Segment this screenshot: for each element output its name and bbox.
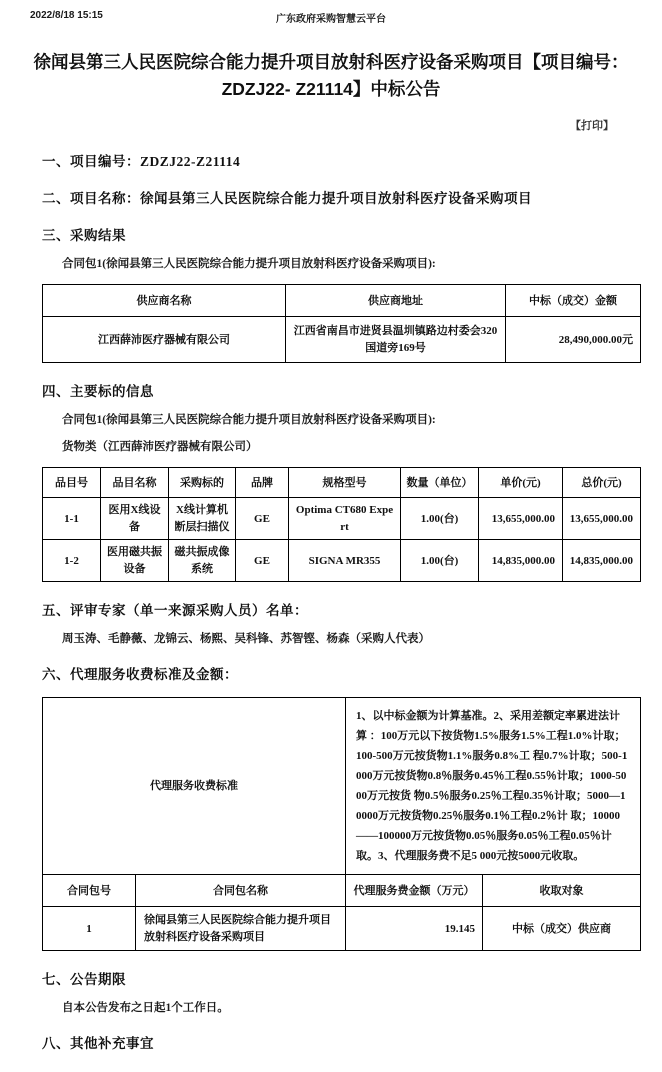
section-experts-heading: 五、评审专家（单一来源采购人员）名单： <box>42 603 308 619</box>
model-header: 规格型号 <box>289 468 401 498</box>
brand-cell: GE <box>236 498 289 540</box>
table-row <box>43 317 641 363</box>
quantity-cell: 1.00(台) <box>401 540 479 582</box>
print-button-row <box>0 107 662 133</box>
page-title: 徐闻县第三人民医院综合能力提升项目放射科医疗设备采购项目【项目编号：ZDZJ22- Z21114】中标公告 <box>33 52 629 100</box>
award-amount-header: 中标（成交）金额 <box>506 285 641 317</box>
experts-names: 周玉涛、毛静薇、龙锦云、杨熙、吴科锋、苏智铿、杨森（采购人代表） <box>62 633 430 646</box>
print-button[interactable]: 【打印】 <box>570 120 614 133</box>
section-project-name: 二、项目名称：徐闻县第三人民医院综合能力提升项目放射科医疗设备采购项目 <box>42 191 532 207</box>
table-header-row <box>43 875 641 907</box>
award-amount-cell: 28,490,000.00元 <box>506 317 641 363</box>
section-project-number: 一、项目编号：ZDZJ22-Z21114 <box>42 154 241 170</box>
notice-period-body: 自本公告发布之日起1个工作日。 <box>62 1002 229 1015</box>
item-no-cell: 1-1 <box>43 498 101 540</box>
total-price-header: 总价(元) <box>563 468 641 498</box>
package-no-cell: 1 <box>43 907 136 951</box>
site-name: 广东政府采购智慧云平台 <box>276 14 386 25</box>
procurement-subject-header: 采购标的 <box>169 468 236 498</box>
item-name-cell: 医用X线设备 <box>101 498 169 540</box>
model-cell: SIGNA MR355 <box>289 540 401 582</box>
fee-amount-cell: 19.145 <box>346 907 483 951</box>
brand-cell: GE <box>236 540 289 582</box>
print-datetime: 2022/8/18 15:15 <box>30 10 103 21</box>
section-agency-fee-heading: 六、代理服务收费标准及金额： <box>42 667 238 683</box>
fee-standard-label-cell: 代理服务收费标准 <box>43 698 346 875</box>
announcement-body <box>42 150 640 1052</box>
procurement-subject-cell: 磁共振成像系统 <box>169 540 236 582</box>
brand-header: 品牌 <box>236 468 289 498</box>
item-name-cell: 医用磁共振设备 <box>101 540 169 582</box>
table-row <box>43 698 641 875</box>
supplier-result-table <box>42 284 641 363</box>
model-cell: Optima CT680 Expert <box>289 498 401 540</box>
supplier-name-header: 供应商名称 <box>43 285 286 317</box>
item-no-header: 品目号 <box>43 468 101 498</box>
total-price-cell: 13,655,000.00 <box>563 498 641 540</box>
section-notice-period-heading: 七、公告期限 <box>42 972 126 988</box>
fee-payer-header: 收取对象 <box>483 875 641 907</box>
package-no-header: 合同包号 <box>43 875 136 907</box>
item-name-header: 品目名称 <box>101 468 169 498</box>
print-header <box>0 0 662 25</box>
supplier-name-cell: 江西薛沛医疗器械有限公司 <box>43 317 286 363</box>
item-no-cell: 1-2 <box>43 540 101 582</box>
table-header-row <box>43 285 641 317</box>
section-procurement-result-heading: 三、采购结果 <box>42 228 126 244</box>
result-package-line: 合同包1(徐闻县第三人民医院综合能力提升项目放射科医疗设备采购项目): <box>62 258 436 271</box>
table-row <box>43 907 641 951</box>
agency-fee-standard-table <box>42 697 641 875</box>
supplier-address-cell: 江西省南昌市进贤县温圳镇路边村委会320国道旁169号 <box>286 317 506 363</box>
unit-price-header: 单价(元) <box>479 468 563 498</box>
section-other-matters-heading: 八、其他补充事宜 <box>42 1036 154 1052</box>
subject-package-line: 合同包1(徐闻县第三人民医院综合能力提升项目放射科医疗设备采购项目): <box>62 414 436 427</box>
table-row <box>43 498 641 540</box>
package-name-cell: 徐闻县第三人民医院综合能力提升项目放射科医疗设备采购项目 <box>136 907 346 951</box>
agency-fee-amount-table <box>42 874 641 951</box>
quantity-cell: 1.00(台) <box>401 498 479 540</box>
fee-amount-header: 代理服务费金额（万元） <box>346 875 483 907</box>
unit-price-cell: 14,835,000.00 <box>479 540 563 582</box>
quantity-header: 数量（单位） <box>401 468 479 498</box>
subject-items-table <box>42 467 641 582</box>
fee-standard-content-cell: 1、以中标金额为计算基准。2、采用差额定率累进法计算 ：100万元以下按货物1.5%服务1.5%工程1.0%计取；100-500万元按货物1.1%服务0.8%工 程0.7%计取；500-1000万元按货物0.8％服务0.45％工程0.55％计取；1000-5000万元按货 物0.5％服务0.25％工程0.35％计取；5000—10000万元按货物0.25％服务0.1％工程0.2％计 取；10000——100000万元按货物0.05％服务0.05％工程0.05％计取。3、代理服务费不足5 000元按5000元收取。 <box>346 698 641 875</box>
table-header-row <box>43 468 641 498</box>
package-name-header: 合同包名称 <box>136 875 346 907</box>
fee-payer-cell: 中标（成交）供应商 <box>483 907 641 951</box>
table-row <box>43 540 641 582</box>
section-main-subject-heading: 四、主要标的信息 <box>42 384 154 400</box>
total-price-cell: 14,835,000.00 <box>563 540 641 582</box>
supplier-address-header: 供应商地址 <box>286 285 506 317</box>
unit-price-cell: 13,655,000.00 <box>479 498 563 540</box>
subject-category-line: 货物类（江西薛沛医疗器械有限公司） <box>62 441 258 454</box>
procurement-subject-cell: X线计算机断层扫描仪 <box>169 498 236 540</box>
